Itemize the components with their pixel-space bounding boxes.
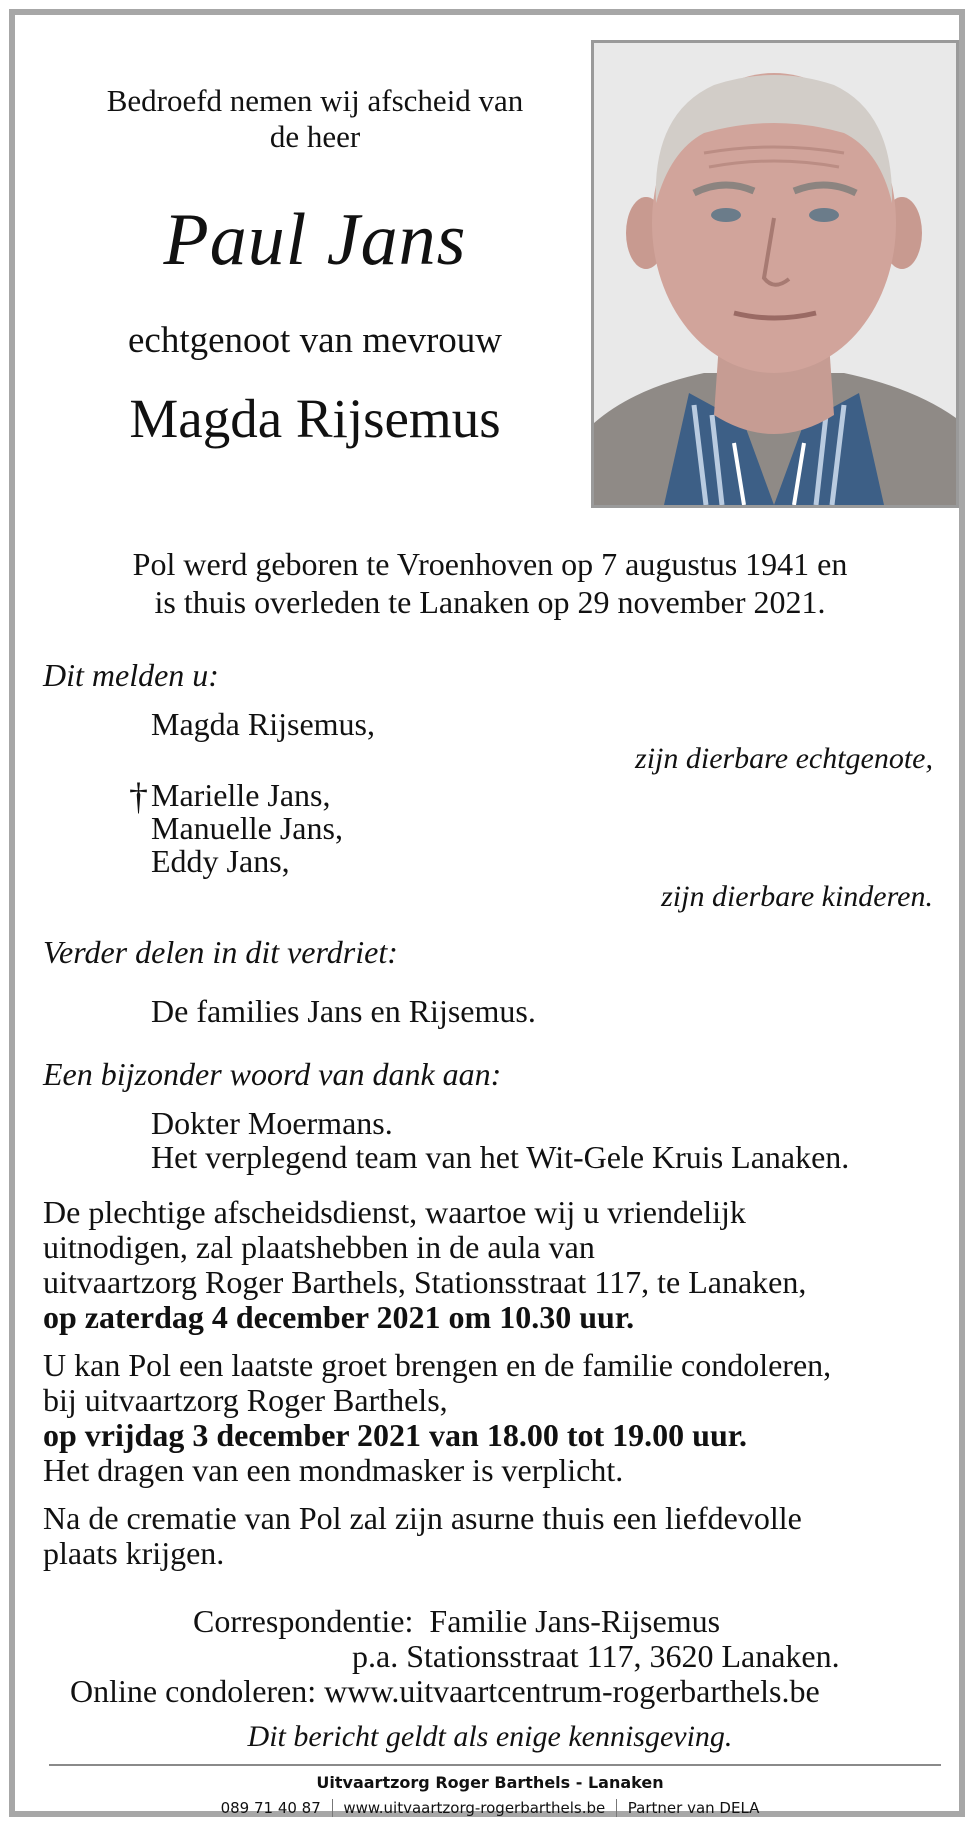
intro-text — [35, 83, 595, 155]
birth-line: Pol werd geboren te Vroenhoven op 7 augustus 1941 en — [132, 546, 848, 582]
online-label: Online condoleren: — [70, 1673, 317, 1709]
cremation-line-2: plaats krijgen. — [43, 1535, 225, 1571]
visitation-line-4: Het dragen van een mondmasker is verplicht. — [43, 1452, 624, 1488]
service-datetime-bold: op zaterdag 4 december 2021 om 10.30 uur. — [43, 1299, 635, 1335]
announcers-heading: Dit melden u: — [43, 657, 219, 693]
birth-death-text — [35, 545, 945, 621]
service-paragraph — [43, 1195, 953, 1335]
visitation-paragraph — [43, 1348, 953, 1488]
thanks-line-2: Het verplegend team van het Wit-Gele Kruis Lanaken. — [151, 1139, 850, 1175]
thanks-heading: Een bijzonder woord van dank aan: — [43, 1056, 502, 1092]
spouse-relation: zijn dierbare echtgenote, — [635, 742, 933, 775]
footer-phone[interactable]: 089 71 40 87 — [220, 1799, 321, 1817]
correspondence-line — [193, 1603, 720, 1639]
correspondence-name: Familie Jans-Rijsemus — [429, 1603, 721, 1639]
cremation-paragraph — [43, 1501, 953, 1571]
online-condolence-line — [70, 1673, 820, 1709]
intro-line-1: Bedroefd nemen wij afscheid van — [106, 83, 524, 118]
footer-separator — [616, 1799, 617, 1817]
cremation-line-1: Na de crematie van Pol zal zijn asurne thuis een liefdevolle — [43, 1500, 802, 1536]
spouse-name: Magda Rijsemus — [129, 388, 501, 449]
service-line-3: uitvaartzorg Roger Barthels, Stationsstraat 117, te Lanaken, — [43, 1264, 807, 1300]
footer-divider — [49, 1764, 941, 1766]
deceased-name: Paul Jans — [163, 199, 467, 281]
spouse-announcer: Magda Rijsemus, — [151, 706, 375, 742]
child-2: Manuelle Jans, — [151, 810, 343, 846]
thanks-line-1: Dokter Moermans. — [151, 1105, 393, 1141]
footer-partner: Partner van DELA — [627, 1799, 760, 1817]
visitation-datetime — [43, 1418, 953, 1453]
dagger-symbol: † — [129, 776, 148, 818]
footer-website[interactable]: www.uitvaartzorg-rogerbarthels.be — [343, 1799, 606, 1817]
notice-text: Dit bericht geldt als enige kennisgeving. — [247, 1720, 733, 1753]
child-1: Marielle Jans, — [151, 777, 331, 813]
child-3: Eddy Jans, — [151, 843, 290, 879]
visitation-line-1: U kan Pol een laatste groet brengen en de familie condoleren, — [43, 1347, 832, 1383]
visitation-datetime-bold: op vrijdag 3 december 2021 van 18.00 tot 19.00 uur. — [43, 1417, 747, 1453]
portrait-photo — [591, 40, 959, 508]
online-url[interactable]: www.uitvaartcentrum-rogerbarthels.be — [324, 1673, 820, 1709]
footer-separator — [332, 1799, 333, 1817]
service-line-2: uitnodigen, zal plaatshebben in de aula van — [43, 1229, 595, 1265]
spouse-intro: echtgenoot van mevrouw — [128, 320, 502, 361]
intro-line-2: de heer — [269, 119, 361, 154]
announcement-frame — [9, 9, 965, 1817]
correspondence-address: p.a. Stationsstraat 117, 3620 Lanaken. — [352, 1638, 840, 1674]
visitation-line-2: bij uitvaartzorg Roger Barthels, — [43, 1382, 448, 1418]
correspondence-label: Correspondentie: — [193, 1603, 414, 1639]
portrait-illustration — [594, 43, 956, 505]
death-line: is thuis overleden te Lanaken op 29 november 2021. — [154, 584, 826, 620]
service-line-1: De plechtige afscheidsdienst, waartoe wij u vriendelijk — [43, 1194, 746, 1230]
grief-families: De families Jans en Rijsemus. — [151, 993, 536, 1029]
footer-title: Uitvaartzorg Roger Barthels - Lanaken — [316, 1773, 664, 1792]
footer-contact — [35, 1798, 945, 1818]
service-datetime — [43, 1300, 953, 1335]
grief-heading: Verder delen in dit verdriet: — [43, 934, 398, 970]
children-relation: zijn dierbare kinderen. — [661, 880, 933, 913]
